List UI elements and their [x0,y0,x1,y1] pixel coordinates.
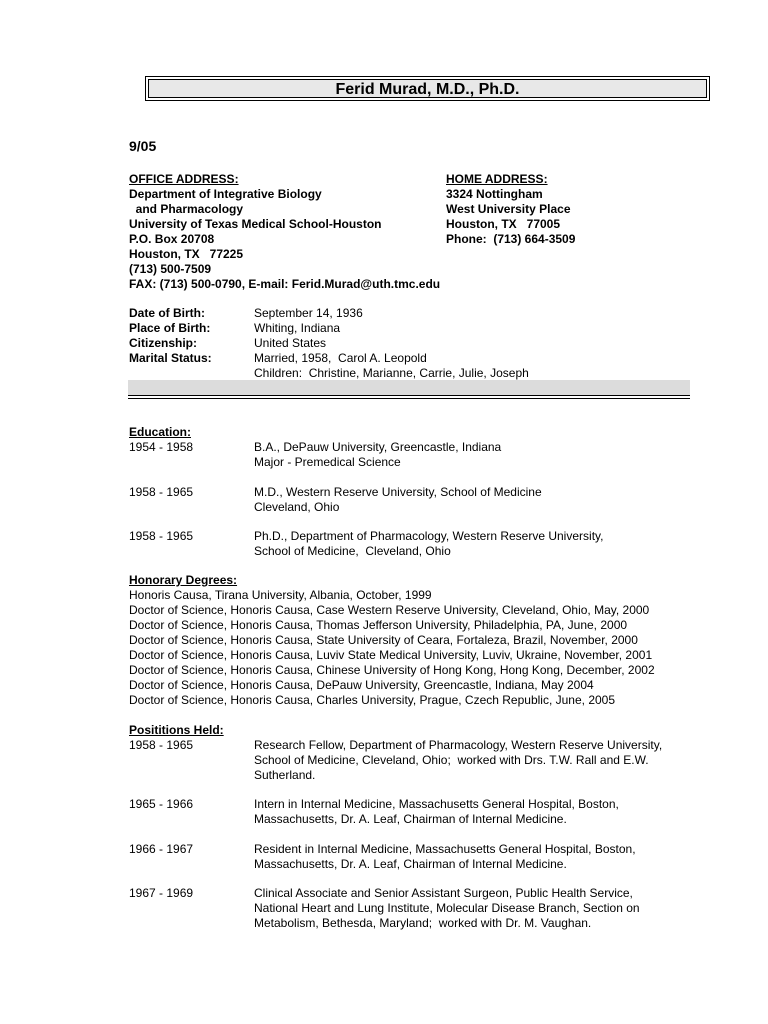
position-detail: Sutherland. [254,768,316,782]
honorary-item: Doctor of Science, Honoris Causa, Charles University, Prague, Czech Republic, June, 2005 [129,693,616,707]
personal-label: Marital Status: [129,351,212,365]
personal-value: Married, 1958, Carol A. Leopold [254,351,427,365]
position-detail: School of Medicine, Cleveland, Ohio; worked with Drs. T.W. Rall and E.W. [254,753,649,767]
honorary-item: Doctor of Science, Honoris Causa, Chinese University of Hong Kong, Hong Kong, December, 2002 [129,663,655,677]
personal-value: United States [254,336,327,350]
document-date: 9/05 [129,138,157,154]
position-detail: Metabolism, Bethesda, Maryland; worked with Dr. M. Vaughan. [254,916,592,930]
home-line: Phone: (713) 664-3509 [446,232,576,246]
honorary-item: Honoris Causa, Tirana University, Albania, October, 1999 [129,588,432,602]
office-line: and Pharmacology [129,202,244,216]
position-years: 1966 - 1967 [129,842,194,856]
honorary-heading: Honorary Degrees: [129,573,238,587]
education-detail: Major - Premedical Science [254,455,401,469]
home-address-heading: HOME ADDRESS: [446,172,548,186]
honorary-item: Doctor of Science, Honoris Causa, Thomas Jefferson University, Philadelphia, PA, June, 2000 [129,618,628,632]
office-line: University of Texas Medical School-Houston [129,217,382,231]
position-years: 1965 - 1966 [129,797,194,811]
personal-value: September 14, 1936 [254,306,363,320]
position-detail: Intern in Internal Medicine, Massachusetts General Hospital, Boston, [254,797,619,811]
honorary-item: Doctor of Science, Honoris Causa, Case Western Reserve University, Cleveland, Ohio, May, 2000 [129,603,650,617]
divider [128,398,690,399]
position-years: 1967 - 1969 [129,886,194,900]
personal-label: Citizenship: [129,336,197,350]
office-line: Houston, TX 77225 [129,247,244,261]
position-detail: Massachusetts, Dr. A. Leaf, Chairman of Internal Medicine. [254,857,567,871]
position-detail: Research Fellow, Department of Pharmacology, Western Reserve University, [254,738,663,752]
honorary-list [129,588,655,708]
home-line: West University Place [446,202,571,216]
positions-list [129,738,699,938]
education-detail: M.D., Western Reserve University, School of Medicine [254,485,542,499]
page-title: Ferid Murad, M.D., Ph.D. [148,79,707,98]
education-list [129,440,689,560]
office-address [129,172,440,292]
office-line: (713) 500-7509 [129,262,212,276]
home-line: 3324 Nottingham [446,187,543,201]
position-years: 1958 - 1965 [129,738,194,752]
education-years: 1954 - 1958 [129,440,194,454]
personal-value: Whiting, Indiana [254,321,341,335]
education-years: 1958 - 1965 [129,529,194,543]
education-heading: Education: [129,425,191,439]
office-line: Department of Integrative Biology [129,187,322,201]
honorary-item: Doctor of Science, Honoris Causa, Luviv State Medical University, Luviv, Ukraine, November, 2001 [129,648,653,662]
title-box [145,76,710,101]
position-detail: Massachusetts, Dr. A. Leaf, Chairman of Internal Medicine. [254,812,567,826]
home-line: Houston, TX 77005 [446,217,561,231]
home-address [446,172,575,247]
office-line: P.O. Box 20708 [129,232,215,246]
office-line: FAX: (713) 500-0790, E-mail: Ferid.Murad@uth.tmc.edu [129,277,441,291]
position-detail: National Heart and Lung Institute, Molecular Disease Branch, Section on [254,901,640,915]
office-address-heading: OFFICE ADDRESS: [129,172,239,186]
education-years: 1958 - 1965 [129,485,194,499]
education-detail: School of Medicine, Cleveland, Ohio [254,544,451,558]
education-detail: Cleveland, Ohio [254,500,340,514]
divider [128,395,690,396]
positions-heading: Posititions Held: [129,723,224,737]
position-detail: Clinical Associate and Senior Assistant Surgeon, Public Health Service, [254,886,633,900]
education-detail: B.A., DePauw University, Greencastle, Indiana [254,440,502,454]
personal-label: Place of Birth: [129,321,211,335]
honorary-item: Doctor of Science, Honoris Causa, DePauw University, Greencastle, Indiana, May 2004 [129,678,594,692]
education-detail: Ph.D., Department of Pharmacology, Western Reserve University, [254,529,604,543]
honorary-item: Doctor of Science, Honoris Causa, State University of Ceara, Fortaleza, Brazil, November, 2000 [129,633,638,647]
position-detail: Resident in Internal Medicine, Massachusetts General Hospital, Boston, [254,842,636,856]
personal-label: Date of Birth: [129,306,205,320]
personal-info [129,306,689,386]
personal-value: Children: Christine, Marianne, Carrie, Julie, Joseph [254,366,529,380]
